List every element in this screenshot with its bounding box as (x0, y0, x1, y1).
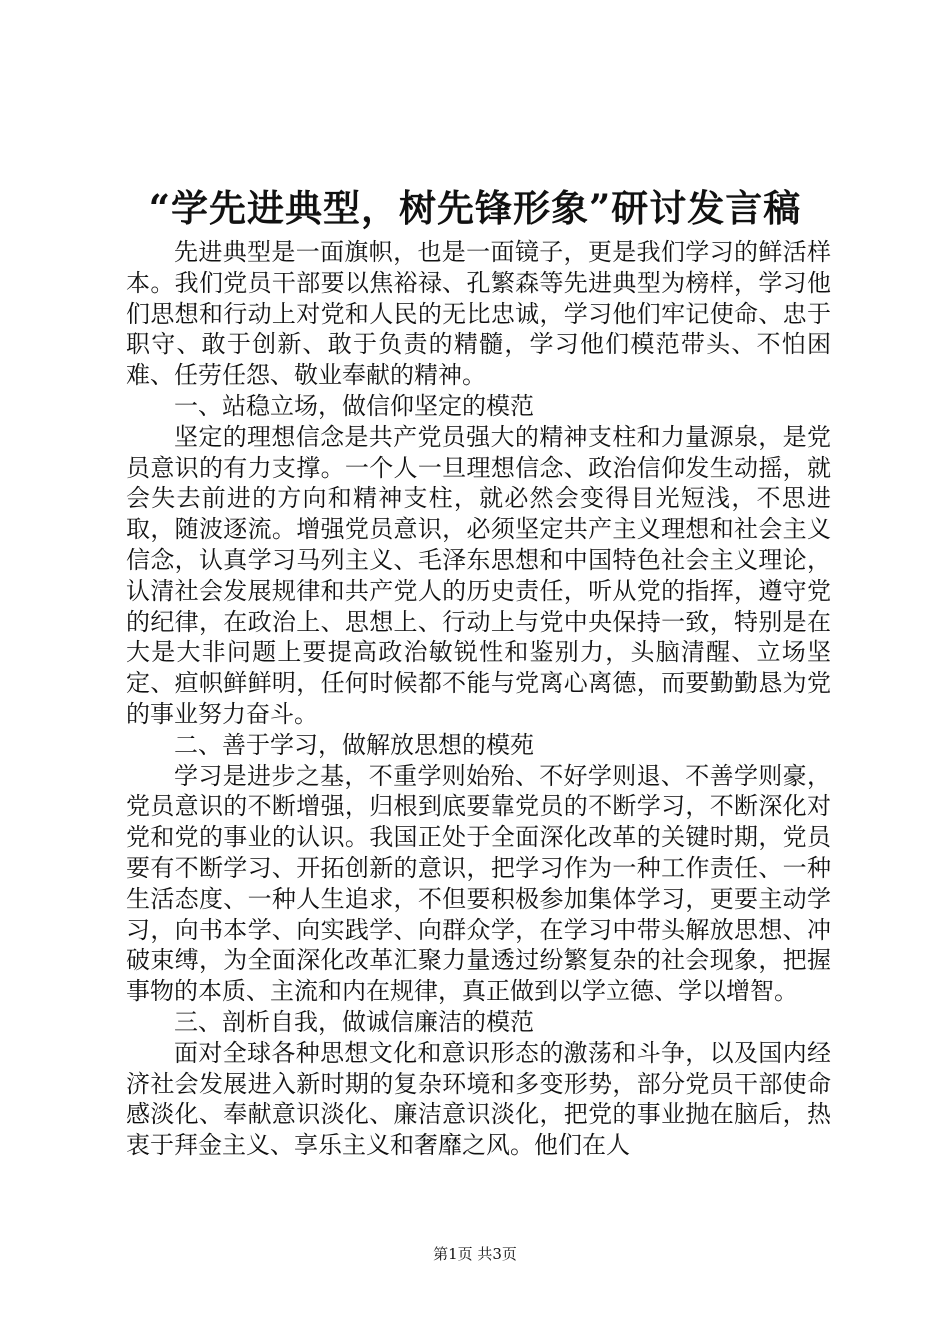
section-heading-3: 三、剖析自我，做诚信廉洁的模范 (174, 1007, 534, 1036)
intro-paragraph: 先进典型是一面旗帜，也是一面镜子，更是我们学习的鲜活样本。我们党员干部要以焦裕禄、孔繁森等先进典型为榜样，学习他们思想和行动上对党和人民的无比忠诚，学习他们牢记使命、忠于职守、敢于创新、敢于负责的精髓，学习他们模范带头、不怕困难、任劳任怨、敬业奉献的精神。 (126, 238, 831, 390)
document-body (126, 237, 831, 1161)
document-title: “学先进典型，树先锋形象”研讨发言稿 (148, 186, 802, 230)
section-paragraph-2: 学习是进步之基，不重学则始殆、不好学则退、不善学则豪，党员意识的不断增强，归根到底要靠党员的不断学习，不断深化对党和党的事业的认识。我国正处于全面深化改革的关键时期，党员要有不断学习、开拓创新的意识，把学习作为一种工作责任、一种生活态度、一种人生追求，不但要积极参加集体学习，更要主动学习，向书本学、向实践学、向群众学，在学习中带头解放思想、冲破束缚，为全面深化改革汇聚力量透过纷繁复杂的社会现象，把握事物的本质、主流和内在规律，真正做到以学立德、学以增智。 (126, 761, 831, 1006)
section-paragraph-1: 坚定的理想信念是共产党员强大的精神支柱和力量源泉，是党员意识的有力支撑。一个人一旦理想信念、政治信仰发生动摇，就会失去前进的方向和精神支柱，就必然会变得目光短浅，不思进取，随波逐流。增强党员意识，必须坚定共产主义理想和社会主义信念，认真学习马列主义、毛泽东思想和中国特色社会主义理论，认清社会发展规律和共产党人的历史责任，听从党的指挥，遵守党的纪律，在政治上、思想上、行动上与党中央保持一致，特别是在大是大非问题上要提高政治敏锐性和鉴别力，头脑清醒、立场坚定、疸帜鲜鲜明，任何时候都不能与党离心离德，而要勤勤恳为党的事业努力奋斗。 (126, 422, 831, 728)
page-number: 第1页 共3页 (433, 1245, 517, 1263)
section-heading-2: 二、善于学习，做解放思想的模苑 (174, 730, 534, 759)
section-heading-1: 一、站稳立场，做信仰坚定的模范 (174, 391, 534, 420)
section-paragraph-3: 面对全球各种思想文化和意识形态的激荡和斗争，以及国内经济社会发展进入新时期的复杂环境和多变形势，部分党员干部使命感淡化、奉献意识淡化、廉洁意识淡化，把党的事业抛在脑后，热衷于拜金主义、享乐主义和奢靡之风。他们在人 (126, 1038, 831, 1160)
